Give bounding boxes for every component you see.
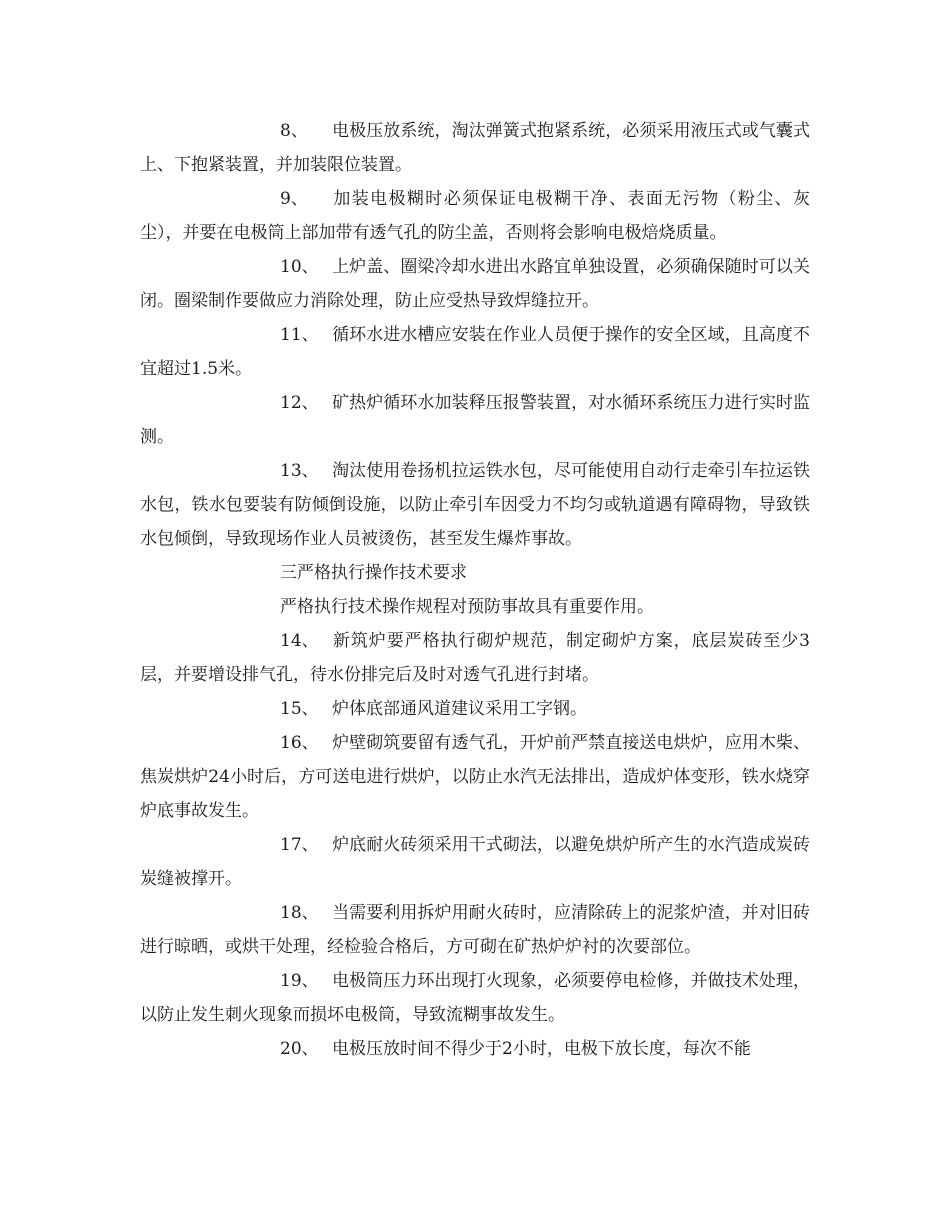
item-text: 电极压放时间不得少于2小时，电极下放长度，每次不能 — [332, 1039, 751, 1059]
item-text: 淘汰使用卷扬机拉运铁水包，尽可能使用自动行走牵引车拉运铁水包，铁水包要装有防倾倒设施，以防止牵引车因受力不均匀或轨道遇有障碍物，导致铁水包倾倒，导致现场作业人员被烫伤，甚至发生爆炸事故。 — [140, 461, 810, 549]
item-text: 炉体底部通风道建议采用工字钢。 — [332, 699, 587, 719]
section-heading-text: 三严格执行操作技术要求 — [280, 563, 467, 583]
item-number: 14、 — [280, 631, 319, 651]
item-number: 17、 — [280, 835, 319, 855]
paragraph-item-11 — [140, 318, 810, 386]
item-number: 20、 — [280, 1039, 319, 1059]
item-number: 8、 — [280, 121, 308, 141]
item-text: 电极压放系统，淘汰弹簧式抱紧系统，必须采用液压式或气囊式上、下抱紧装置，并加装限位装置。 — [140, 121, 810, 175]
paragraph-item-15 — [140, 692, 810, 726]
item-number: 16、 — [280, 733, 319, 753]
paragraph-item-17 — [140, 828, 810, 896]
paragraph-item-19 — [140, 964, 810, 1032]
section-heading — [140, 556, 810, 590]
item-number: 11、 — [280, 325, 319, 345]
item-text: 炉壁砌筑要留有透气孔，开炉前严禁直接送电烘炉，应用木柴、焦炭烘炉24小时后，方可送电进行烘炉，以防止水汽无法排出，造成炉体变形，铁水烧穿炉底事故发生。 — [140, 733, 810, 821]
item-text: 炉底耐火砖须采用干式砌法，以避免烘炉所产生的水汽造成炭砖炭缝被撑开。 — [140, 835, 810, 889]
item-number: 18、 — [280, 903, 319, 923]
item-text: 新筑炉要严格执行砌炉规范，制定砌炉方案，底层炭砖至少3层，并要增设排气孔，待水份排完后及时对透气孔进行封堵。 — [140, 631, 810, 685]
item-number: 9、 — [280, 189, 308, 209]
paragraph-item-10 — [140, 250, 810, 318]
item-text: 循环水进水槽应安装在作业人员便于操作的安全区域，且高度不宜超过1.5米。 — [140, 325, 810, 379]
item-number: 15、 — [280, 699, 319, 719]
paragraph-item-12 — [140, 386, 810, 454]
item-number: 10、 — [280, 257, 319, 277]
paragraph-item-9 — [140, 182, 810, 250]
paragraph-item-16 — [140, 726, 810, 828]
item-number: 19、 — [280, 971, 319, 991]
item-text: 矿热炉循环水加装释压报警装置，对水循环系统压力进行实时监测。 — [140, 393, 810, 447]
section-intro-text: 严格执行技术操作规程对预防事故具有重要作用。 — [280, 597, 654, 617]
paragraph-item-14 — [140, 624, 810, 692]
section-intro — [140, 590, 810, 624]
document-body — [140, 114, 810, 1066]
item-text: 当需要利用拆炉用耐火砖时，应清除砖上的泥浆炉渣，并对旧砖进行晾晒，或烘干处理，经检验合格后，方可砌在矿热炉炉衬的次要部位。 — [140, 903, 810, 957]
item-text: 加装电极糊时必须保证电极糊干净、表面无污物（粉尘、灰尘），并要在电极筒上部加带有透气孔的防尘盖，否则将会影响电极焙烧质量。 — [140, 189, 810, 243]
paragraph-item-8 — [140, 114, 810, 182]
item-number: 12、 — [280, 393, 319, 413]
item-number: 13、 — [280, 461, 319, 481]
paragraph-item-20 — [140, 1032, 810, 1066]
item-text: 上炉盖、圈梁冷却水进出水路宜单独设置，必须确保随时可以关闭。圈梁制作要做应力消除处理，防止应受热导致焊缝拉开。 — [140, 257, 810, 311]
paragraph-item-13 — [140, 454, 810, 556]
item-text: 电极筒压力环出现打火现象，必须要停电检修，并做技术处理，以防止发生刺火现象而损坏电极筒，导致流糊事故发生。 — [140, 971, 810, 1025]
paragraph-item-18 — [140, 896, 810, 964]
